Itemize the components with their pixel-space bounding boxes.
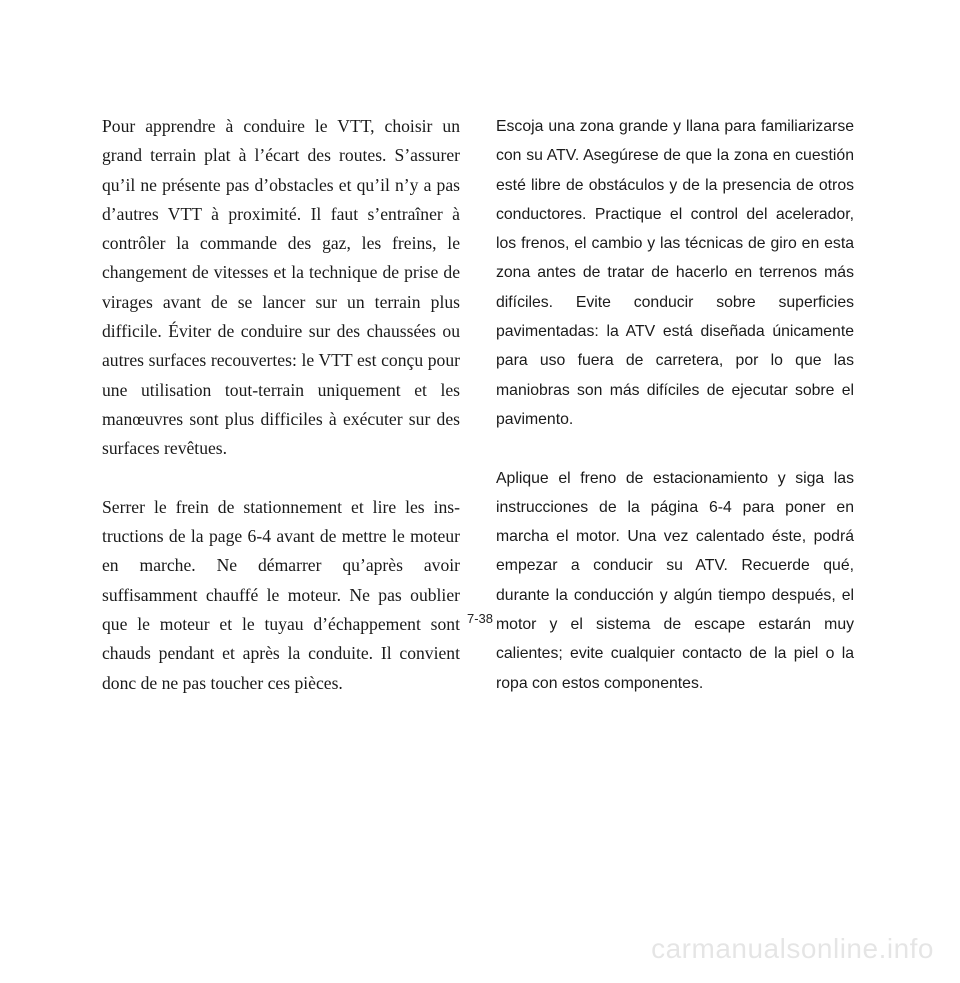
french-column: [102, 112, 460, 727]
spanish-paragraph-1: Escoja una zona grande y llana para familiarizarse con su ATV. Asegúrese de que la zona en cuestión esté libre de obstáculos y de la presencia de otros conductores. Practique el control del acelerador, los frenos, el cambio y las técnicas de giro en esta zona antes de tratar de hacerlo en terrenos más difíciles. Evite conducir sobre superficies pavimentadas: la ATV está diseñada únicamente para uso fuera de carretera, por lo que las maniobras son más difíciles de ejecutar sobre el pavimento.: [496, 118, 854, 428]
french-paragraph-2: Serrer le frein de stationnement et lire les instructions de la page 6-4 avant de mettre le moteur en marche. Ne démarrer qu’après avoir suffisamment chauffé le moteur. Ne pas oublier que le moteur et le tuyau d’échappement sont chauds pendant et après la conduite. Il convient donc de ne pas toucher ces pièces.: [102, 496, 460, 693]
watermark-text: carmanualsonline.info: [651, 933, 934, 964]
page-number: 7-38: [466, 611, 494, 626]
spanish-paragraph-2: Aplique el freno de estacionamiento y siga las instrucciones de la página 6-4 para poner en marcha el motor. Una vez calentado éste, podrá empezar a conducir su ATV. Recuerde qué, durante la conducción y algún tiempo después, el motor y el sistema de escape estarán muy calientes; evite cualquier contacto de la piel o la ropa con estos componentes.: [496, 469, 854, 692]
french-paragraph-1: Pour apprendre à conduire le VTT, choisir un grand terrain plat à l’écart des routes. S’assurer qu’il ne présente pas d’obstacles et qu’il n’y a pas d’autres VTT à proximité. Il faut s’entraîner à contrôler la commande des gaz, les freins, le changement de vitesses et la technique de prise de virages avant de se lancer sur un terrain plus difficile. Éviter de conduire sur des chaussées ou autres surfaces recouvertes: le VTT est conçu pour une utilisation tout-terrain uniquement et les manœuvres sont plus difficiles à exécuter sur des surfaces revêtues.: [102, 116, 460, 459]
spanish-column: [496, 112, 854, 727]
